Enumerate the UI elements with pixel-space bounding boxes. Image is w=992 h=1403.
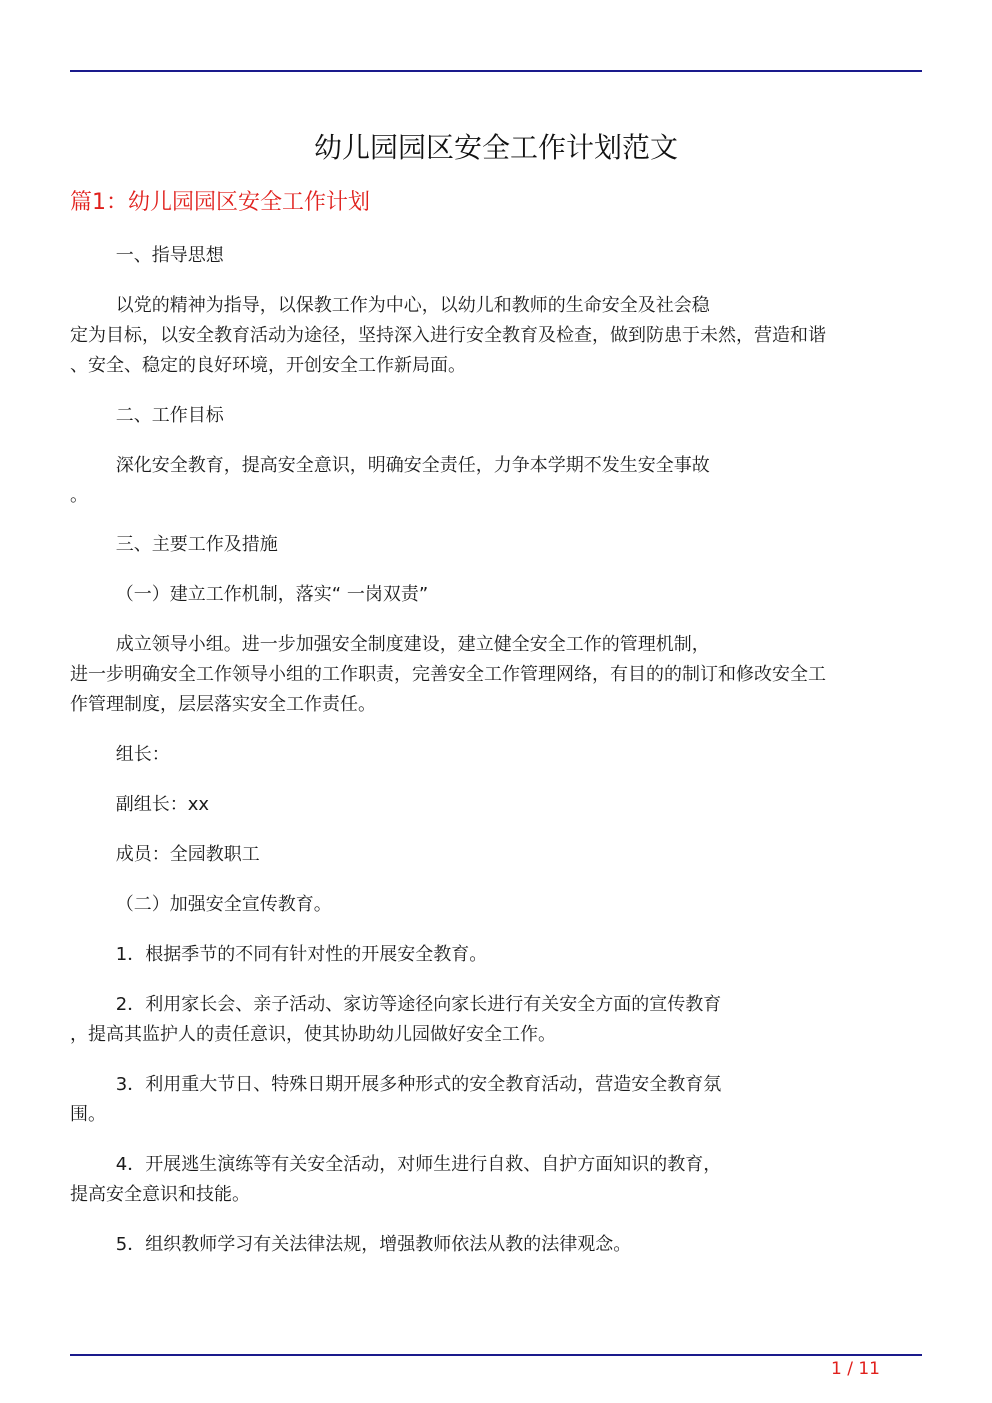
list-item-5: 5．组织教师学习有关法律法规，增强教师依法从教的法律观念。 — [70, 1234, 632, 1255]
list-item-4: 4．开展逃生演练等有关安全活动，对师生进行自救、自护方面知识的教育， 提高安全意识和技能。 — [70, 1154, 722, 1205]
header-rule — [70, 70, 922, 72]
heading-guiding-ideology: 一、指导思想 — [70, 245, 224, 266]
subheading-safety-education: （二）加强安全宣传教育。 — [70, 894, 332, 915]
list-item-3: 3．利用重大节日、特殊日期开展多种形式的安全教育活动，营造安全教育氛 围。 — [70, 1074, 722, 1125]
list-item-leader: 组长： — [70, 744, 170, 765]
paragraph-leadership-group: 成立领导小组。进一步加强安全制度建设，建立健全安全工作的管理机制， 进一步明确安全工作领导小组的工作职责，完善安全工作管理网络，有目的的制订和修改安全工 作管理制度，层层落实安全工作责任。 — [70, 634, 826, 715]
section-heading: 篇1：幼儿园园区安全工作计划 — [70, 190, 370, 215]
paragraph-work-goals: 深化安全教育，提高安全意识，明确安全责任，力争本学期不发生安全事故 。 — [70, 455, 710, 506]
list-item-2: 2．利用家长会、亲子活动、家访等途径向家长进行有关安全方面的宣传教育 ，提高其监护人的责任意识，使其协助幼儿园做好安全工作。 — [70, 994, 722, 1045]
list-item-1: 1．根据季节的不同有针对性的开展安全教育。 — [70, 944, 488, 965]
heading-work-goals: 二、工作目标 — [70, 405, 224, 426]
list-item-members: 成员：全园教职工 — [70, 844, 260, 865]
page-number: 1 / 11 — [831, 1359, 880, 1379]
paragraph-guiding-ideology: 以党的精神为指导，以保教工作为中心，以幼儿和教师的生命安全及社会稳 定为目标，以安全教育活动为途径，坚持深入进行安全教育及检查，做到防患于未然，营造和谐 、安全、稳定的良好环境，开创安全工作新局面。 — [70, 295, 826, 376]
footer-rule — [70, 1354, 922, 1356]
document-title: 幼儿园园区安全工作计划范文 — [313, 131, 678, 164]
heading-main-measures: 三、主要工作及措施 — [70, 534, 278, 555]
subheading-work-mechanism: （一）建立工作机制，落实“ 一岗双责” — [70, 584, 429, 605]
list-item-deputy-leader: 副组长：xx — [70, 794, 210, 815]
